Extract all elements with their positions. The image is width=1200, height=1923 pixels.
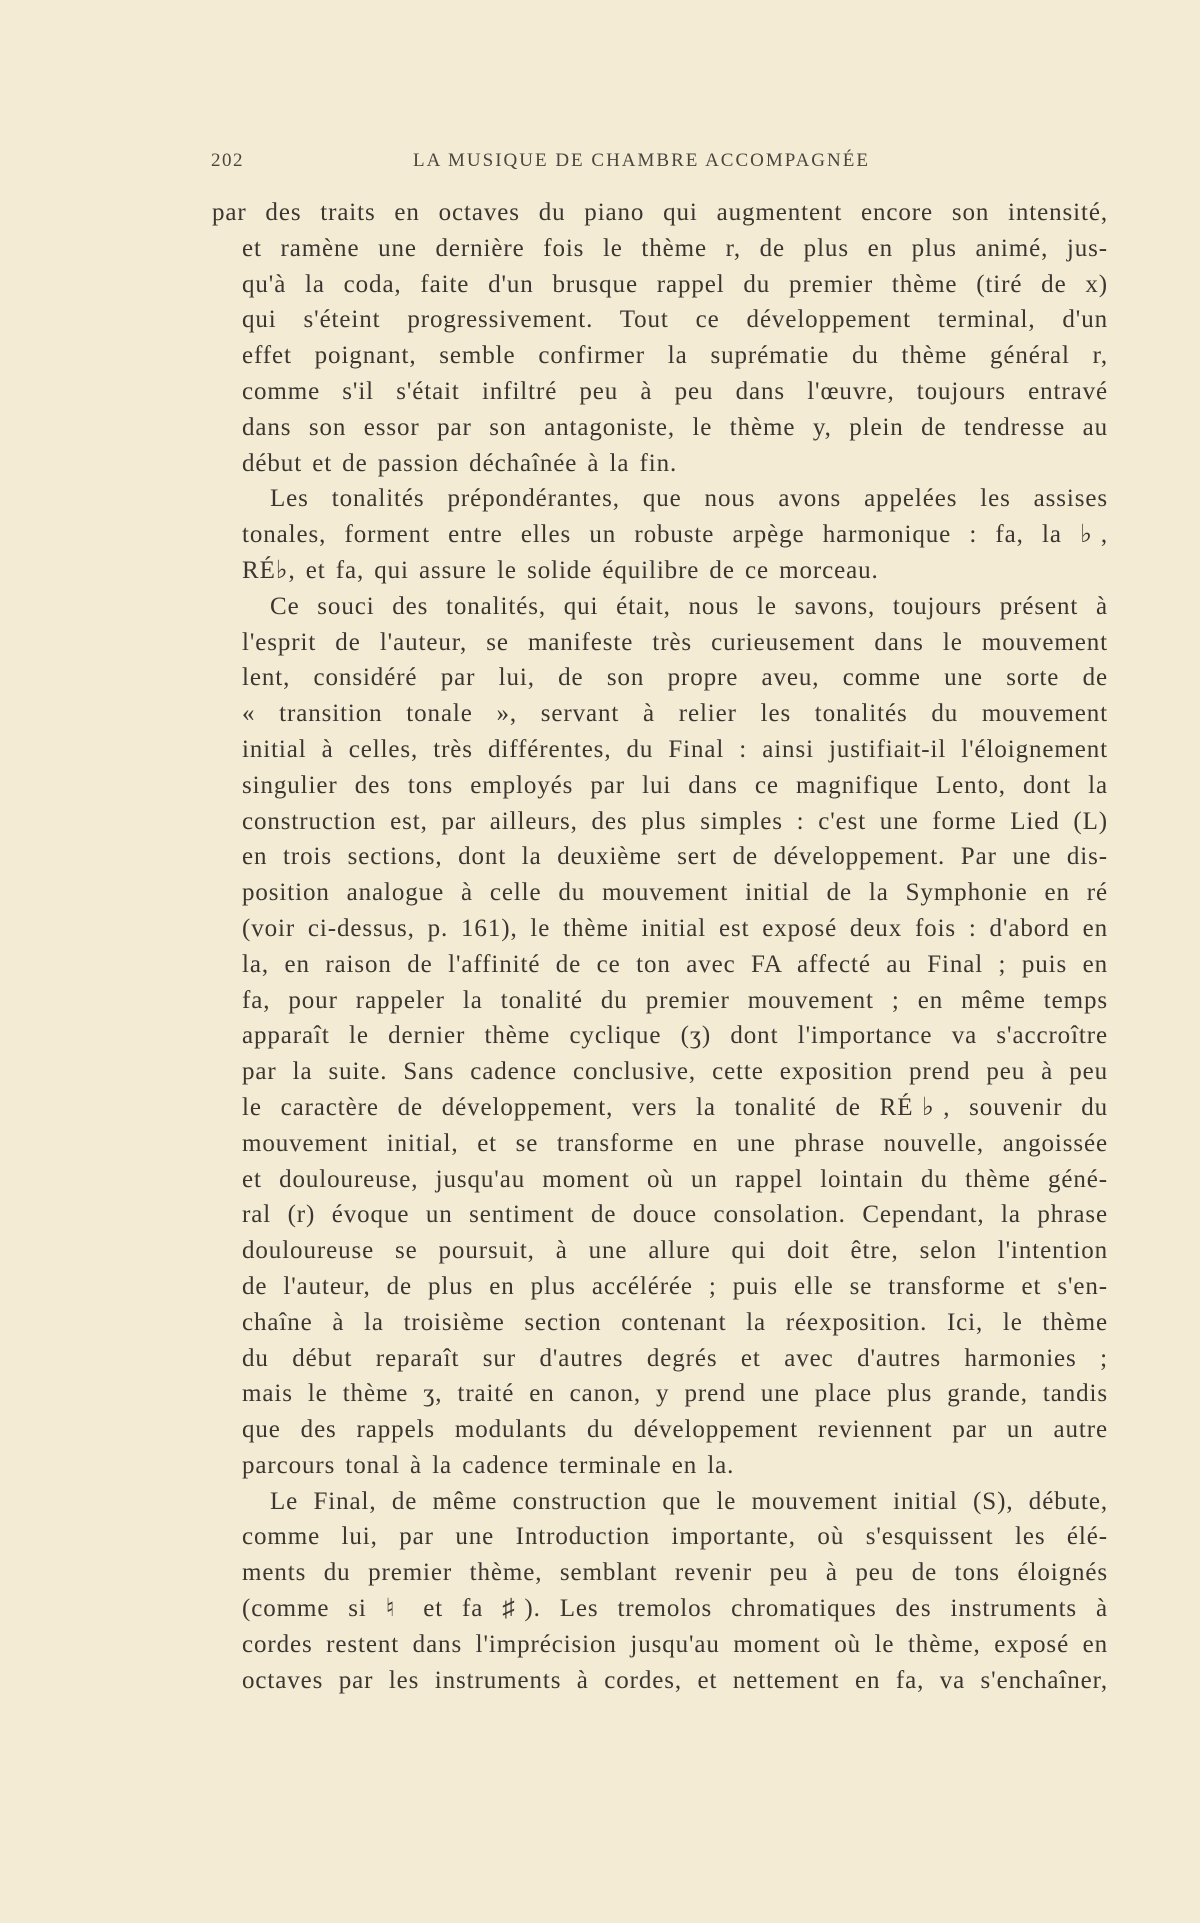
text-line: du début reparaît sur d'autres degrés et avec d'autres harmonies ;	[242, 1344, 1108, 1372]
text-line: tonales, forment entre elles un robuste arpège harmonique : fa, la ♭,	[242, 521, 1108, 549]
body-text	[212, 195, 1108, 1698]
text-line: (comme si ♮ et fa ♯). Les tremolos chromatiques des instruments à	[242, 1595, 1108, 1623]
text-line: et ramène une dernière fois le thème r, de plus en plus animé, jus-	[242, 234, 1108, 262]
text-line: de l'auteur, de plus en plus accélérée ; puis elle se transforme et s'en-	[242, 1272, 1108, 1300]
text-line: effet poignant, semble confirmer la suprématie du thème général r,	[242, 342, 1108, 370]
text-line: dans son essor par son antagoniste, le thème y, plein de tendresse au	[242, 413, 1108, 441]
text-line: fa, pour rappeler la tonalité du premier mouvement ; en même temps	[242, 986, 1108, 1014]
text-line: construction est, par ailleurs, des plus simples : c'est une forme Lied (L)	[242, 807, 1108, 835]
text-line: Les tonalités prépondérantes, que nous avons appelées les assises	[270, 485, 1108, 513]
text-line: comme s'il s'était infiltré peu à peu dans l'œuvre, toujours entravé	[242, 377, 1108, 405]
text-line: RÉ♭, et fa, qui assure le solide équilibre de ce morceau.	[242, 556, 879, 584]
paragraph	[212, 481, 1108, 588]
text-line: comme lui, par une Introduction importante, où s'esquissent les élé-	[242, 1523, 1108, 1551]
text-line: position analogue à celle du mouvement initial de la Symphonie en ré	[242, 879, 1108, 907]
text-line: qu'à la coda, faite d'un brusque rappel du premier thème (tiré de x)	[242, 270, 1108, 298]
paragraph	[212, 589, 1108, 1484]
text-line: mouvement initial, et se transforme en une phrase nouvelle, angoissée	[242, 1129, 1108, 1157]
text-line: qui s'éteint progressivement. Tout ce développement terminal, d'un	[242, 306, 1108, 334]
text-line: mais le thème ʒ, traité en canon, y prend une place plus grande, tandis	[242, 1380, 1108, 1408]
text-line: chaîne à la troisième section contenant la réexposition. Ici, le thème	[242, 1308, 1108, 1336]
running-head	[211, 150, 1111, 180]
running-title: LA MUSIQUE DE CHAMBRE ACCOMPAGNÉE	[413, 150, 870, 171]
text-line: octaves par les instruments à cordes, et nettement en fa, va s'enchaîner,	[242, 1666, 1108, 1694]
text-line: par la suite. Sans cadence conclusive, cette exposition prend peu à peu	[242, 1058, 1108, 1086]
text-line: lent, considéré par lui, de son propre aveu, comme une sorte de	[242, 664, 1108, 692]
text-line: parcours tonal à la cadence terminale en la.	[242, 1451, 735, 1479]
text-line: et douloureuse, jusqu'au moment où un rappel lointain du thème géné-	[242, 1165, 1108, 1193]
text-line: ments du premier thème, semblant revenir peu à peu de tons éloignés	[242, 1559, 1108, 1587]
text-line: Le Final, de même construction que le mouvement initial (S), débute,	[270, 1487, 1108, 1515]
text-line: (voir ci-dessus, p. 161), le thème initial est exposé deux fois : d'abord en	[242, 914, 1108, 942]
text-line: le caractère de développement, vers la tonalité de RÉ♭, souvenir du	[242, 1093, 1108, 1121]
text-line: douloureuse se poursuit, à une allure qui doit être, selon l'intention	[242, 1237, 1108, 1265]
paragraph	[212, 1484, 1108, 1699]
text-line: « transition tonale », servant à relier les tonalités du mouvement	[242, 700, 1108, 728]
page-number: 202	[211, 150, 244, 171]
paragraph	[212, 195, 1108, 481]
text-line: que des rappels modulants du développement reviennent par un autre	[242, 1416, 1108, 1444]
text-line: début et de passion déchaînée à la fin.	[242, 449, 678, 477]
text-line: ral (r) évoque un sentiment de douce consolation. Cependant, la phrase	[242, 1201, 1108, 1229]
text-line: singulier des tons employés par lui dans ce magnifique Lento, dont la	[242, 771, 1108, 799]
text-line: la, en raison de l'affinité de ce ton avec FA affecté au Final ; puis en	[242, 950, 1108, 978]
text-line: par des traits en octaves du piano qui augmentent encore son intensité,	[212, 199, 1108, 226]
text-line: l'esprit de l'auteur, se manifeste très curieusement dans le mouvement	[242, 628, 1108, 656]
text-line: cordes restent dans l'imprécision jusqu'au moment où le thème, exposé en	[242, 1630, 1108, 1658]
text-line: en trois sections, dont la deuxième sert de développement. Par une dis-	[242, 843, 1108, 871]
text-line: initial à celles, très différentes, du Final : ainsi justifiait-il l'éloignement	[242, 735, 1108, 763]
text-line: Ce souci des tonalités, qui était, nous le savons, toujours présent à	[270, 592, 1108, 620]
text-line: apparaît le dernier thème cyclique (ʒ) dont l'importance va s'accroître	[242, 1022, 1108, 1050]
